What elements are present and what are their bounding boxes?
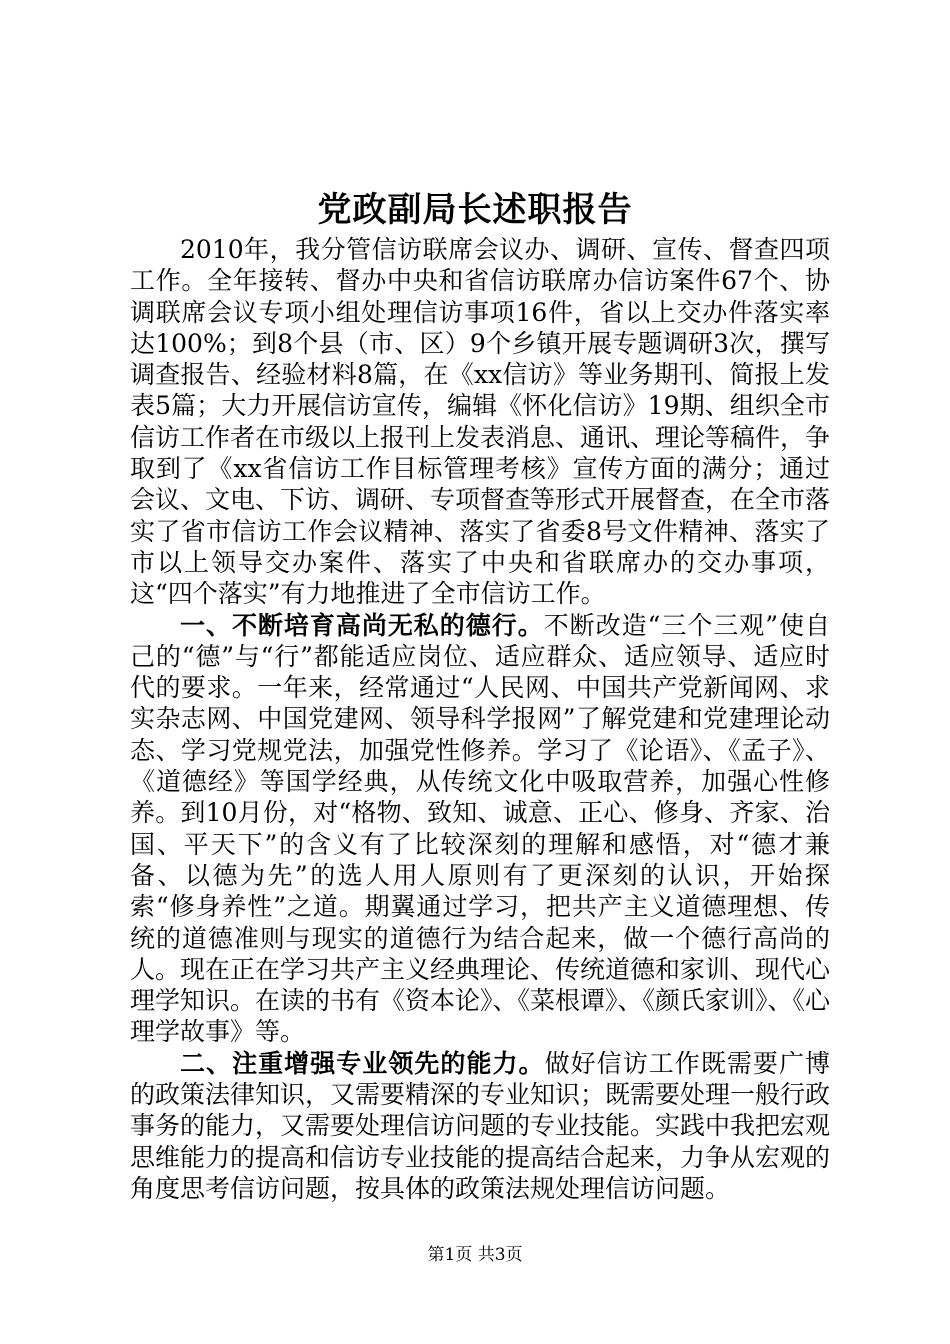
paragraph-intro xyxy=(130,234,830,610)
section-heading: 二、注重增强专业领先的能力。 xyxy=(180,1048,545,1078)
page-footer: 第1页 共3页 xyxy=(427,1245,523,1265)
document-title: 党政副局长述职报告 xyxy=(317,190,633,230)
paragraph-text: 做好信访工作既需要广博的政策法律知识，又需要精深的专业知识；既需要处理一般行政事务的能力，又需要处理信访问题的专业技能。实践中我把宏观思维能力的提高和信访专业技能的提高结合起来，力争从宏观的角度思考信访问题，按具体的政策法规处理信访问题。 xyxy=(130,1048,831,1203)
paragraph-section-2 xyxy=(130,1048,830,1204)
document-body xyxy=(130,234,830,1204)
paragraph-text: 不断改造“三个三观”使自己的“德”与“行”都能适应岗位、适应群众、适应领导、适应时代的要求。一年来，经常通过“人民网、中国共产党新闻网、求实杂志网、中国党建网、领导科学报网”了解党建和党建理论动态、学习党规党法，加强党性修养。学习了《论语》、《孟子》、《道德经》等国学经典，从传统文化中吸取营养，加强心性修养。到10月份，对“格物、致知、诚意、正心、修身、齐家、治国、平天下”的含义有了比较深刻的理解和感悟，对“德才兼备、以德为先”的选人用人原则有了更深刻的认识，开始探索“修身养性”之道。期翼通过学习，把共产主义道德理想、传统的道德准则与现实的道德行为结合起来，做一个德行高尚的人。现在正在学习共产主义经典理论、传统道德和家训、现代心理学知识。在读的书有《资本论》、《菜根谭》、《颜氏家训》、《心理学故事》等。 xyxy=(130,610,831,1047)
paragraph-text: 2010年，我分管信访联席会议办、调研、宣传、督查四项工作。全年接转、督办中央和省信访联席办信访案件67个、协调联席会议专项小组处理信访事项16件，省以上交办件落实率达100%；到8个县（市、区）9个乡镇开展专题调研3次，撰写调查报告、经验材料8篇，在《xx信访》等业务期刊、简报上发表5篇；大力开展信访宣传，编辑《怀化信访》19期、组织全市信访工作者在市级以上报刊上发表消息、通讯、理论等稿件，争取到了《xx省信访工作目标管理考核》宣传方面的满分；通过会议、文电、下访、调研、专项督查等形式开展督查，在全市落实了省市信访工作会议精神、落实了省委8号文件精神、落实了市以上领导交办案件、落实了中央和省联席办的交办事项，这“四个落实”有力地推进了全市信访工作。 xyxy=(130,235,831,609)
section-heading: 一、不断培育高尚无私的德行。 xyxy=(180,610,544,640)
paragraph-section-1 xyxy=(130,610,830,1048)
